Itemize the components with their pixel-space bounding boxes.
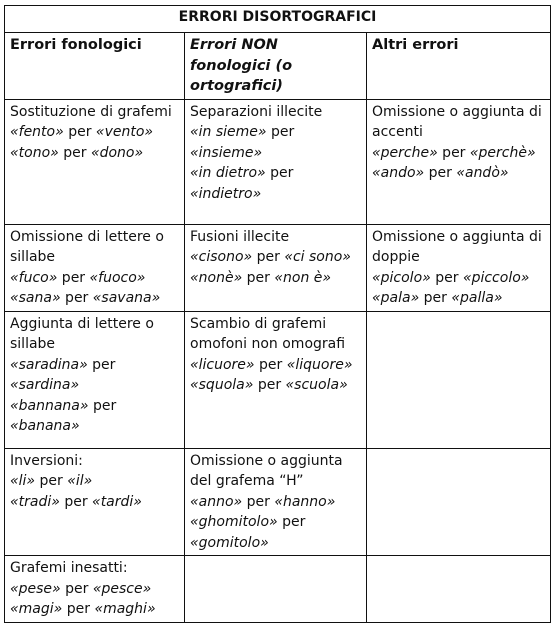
table-cell <box>5 556 185 623</box>
correct-word: «tardi» <box>92 493 142 510</box>
example-joiner: per <box>277 514 306 530</box>
wrong-word: «pese» <box>10 580 61 597</box>
wrong-word: «nonè» <box>190 269 243 286</box>
example-joiner: per <box>60 290 93 306</box>
table-cell <box>367 99 551 224</box>
error-type-label: Separazioni illecite <box>190 103 323 120</box>
wrong-word: «fento» <box>10 124 64 140</box>
correct-word: «sardina» <box>10 377 80 393</box>
wrong-word: «sana» <box>10 290 61 306</box>
example-line <box>10 579 179 600</box>
correct-word: «scuola» <box>285 377 348 393</box>
table-row <box>5 224 551 311</box>
wrong-word: «bannana» <box>10 397 89 414</box>
table-cell <box>185 99 367 224</box>
column-header-altri: Altri errori <box>367 33 551 100</box>
error-type-label: Sostituzione di grafemi <box>10 103 172 120</box>
example-line <box>372 143 545 164</box>
errori-table <box>4 5 551 623</box>
example-line <box>190 355 361 376</box>
example-line <box>10 143 179 164</box>
correct-word: «insieme» <box>190 144 263 161</box>
correct-word: «ci sono» <box>284 249 351 265</box>
example-line <box>372 288 545 309</box>
correct-word: «indietro» <box>190 185 262 202</box>
example-line <box>372 268 545 289</box>
correct-word: «andò» <box>456 165 509 181</box>
table-cell <box>185 556 367 623</box>
column-header-non-fonologici: Errori NON fonologici (o ortografici) <box>185 33 367 100</box>
error-type-label: Omissione o aggiunta di accenti <box>372 103 542 140</box>
error-type-label: Fusioni illecite <box>190 228 290 245</box>
example-line <box>190 247 361 268</box>
wrong-word: «in dietro» <box>190 165 266 181</box>
example-joiner: per <box>242 493 275 510</box>
table-title: ERRORI DISORTOGRAFICI <box>5 6 551 33</box>
table-cell <box>185 311 367 448</box>
wrong-word: «tradi» <box>10 493 60 510</box>
wrong-word: «perche» <box>372 144 438 161</box>
example-joiner: per <box>57 269 90 286</box>
example-line <box>190 268 361 289</box>
wrong-word: «licuore» <box>190 356 255 373</box>
wrong-word: «squola» <box>190 377 254 393</box>
error-type-label: Omissione o aggiunta del grafema “H” <box>190 452 343 489</box>
wrong-word: «pala» <box>372 290 420 306</box>
correct-word: «fuoco» <box>89 269 146 286</box>
correct-word: «palla» <box>451 290 503 306</box>
example-joiner: per <box>60 580 93 597</box>
wrong-word: «saradina» <box>10 356 88 373</box>
example-line <box>10 599 179 620</box>
example-joiner: per <box>424 165 457 181</box>
example-joiner: per <box>87 356 116 373</box>
wrong-word: «tono» <box>10 144 59 161</box>
example-joiner: per <box>437 144 470 161</box>
example-joiner: per <box>265 165 294 181</box>
correct-word: «vento» <box>95 124 154 140</box>
wrong-word: «li» <box>10 473 36 489</box>
error-type-label: Omissione o aggiunta di doppie <box>372 228 542 265</box>
example-joiner: per <box>253 377 286 393</box>
correct-word: «gomitolo» <box>190 534 269 551</box>
table-cell <box>367 556 551 623</box>
example-line <box>190 512 361 553</box>
correct-word: «maghi» <box>94 601 156 617</box>
wrong-word: «magi» <box>10 601 63 617</box>
table-cell <box>5 224 185 311</box>
table-cell <box>5 448 185 556</box>
correct-word: «pesce» <box>92 580 152 597</box>
correct-word: «hanno» <box>274 493 336 510</box>
example-line <box>10 268 179 289</box>
correct-word: «banana» <box>10 418 80 434</box>
example-joiner: per <box>419 290 452 306</box>
correct-word: «perchè» <box>469 144 536 161</box>
wrong-word: «fuco» <box>10 269 58 286</box>
example-line <box>190 122 361 163</box>
table-row <box>5 556 551 623</box>
example-line <box>10 471 179 492</box>
example-line <box>190 163 361 204</box>
table-cell <box>185 224 367 311</box>
example-line <box>190 492 361 513</box>
example-joiner: per <box>254 356 287 373</box>
example-line <box>10 492 179 513</box>
correct-word: «savana» <box>92 290 161 306</box>
wrong-word: «ando» <box>372 165 425 181</box>
example-line <box>10 288 179 309</box>
example-joiner: per <box>58 144 91 161</box>
wrong-word: «in sieme» <box>190 124 267 140</box>
error-type-label: Aggiunta di lettere o sillabe <box>10 315 154 352</box>
table-cell <box>367 224 551 311</box>
column-header-fonologici: Errori fonologici <box>5 33 185 100</box>
error-type-label: Omissione di lettere o sillabe <box>10 228 164 265</box>
table-cell <box>5 99 185 224</box>
example-joiner: per <box>59 493 93 510</box>
table-row <box>5 311 551 448</box>
example-joiner: per <box>35 473 68 489</box>
correct-word: «il» <box>67 473 93 489</box>
example-joiner: per <box>242 269 275 286</box>
example-joiner: per <box>62 601 95 617</box>
error-type-label: Inversioni: <box>10 452 83 469</box>
example-line <box>190 375 361 396</box>
error-type-label: Scambio di grafemi omofoni non omografi <box>190 315 346 352</box>
example-line <box>372 163 545 184</box>
correct-word: «liquore» <box>286 356 353 373</box>
wrong-word: «cisono» <box>190 249 253 265</box>
wrong-word: «anno» <box>190 493 243 510</box>
example-joiner: per <box>252 249 285 265</box>
example-joiner: per <box>266 124 295 140</box>
error-type-label: Grafemi inesatti: <box>10 560 128 576</box>
example-line <box>10 122 179 143</box>
table-row <box>5 99 551 224</box>
table-cell <box>367 311 551 448</box>
correct-word: «piccolo» <box>462 269 530 286</box>
example-joiner: per <box>63 124 96 140</box>
example-line <box>10 355 179 396</box>
table-cell <box>185 448 367 556</box>
wrong-word: «picolo» <box>372 269 431 286</box>
table-row <box>5 448 551 556</box>
table-cell <box>367 448 551 556</box>
table-cell <box>5 311 185 448</box>
correct-word: «dono» <box>90 144 144 161</box>
example-line <box>10 396 179 437</box>
example-joiner: per <box>88 397 117 414</box>
wrong-word: «ghomitolo» <box>190 514 278 530</box>
example-joiner: per <box>430 269 463 286</box>
correct-word: «non è» <box>274 269 332 286</box>
